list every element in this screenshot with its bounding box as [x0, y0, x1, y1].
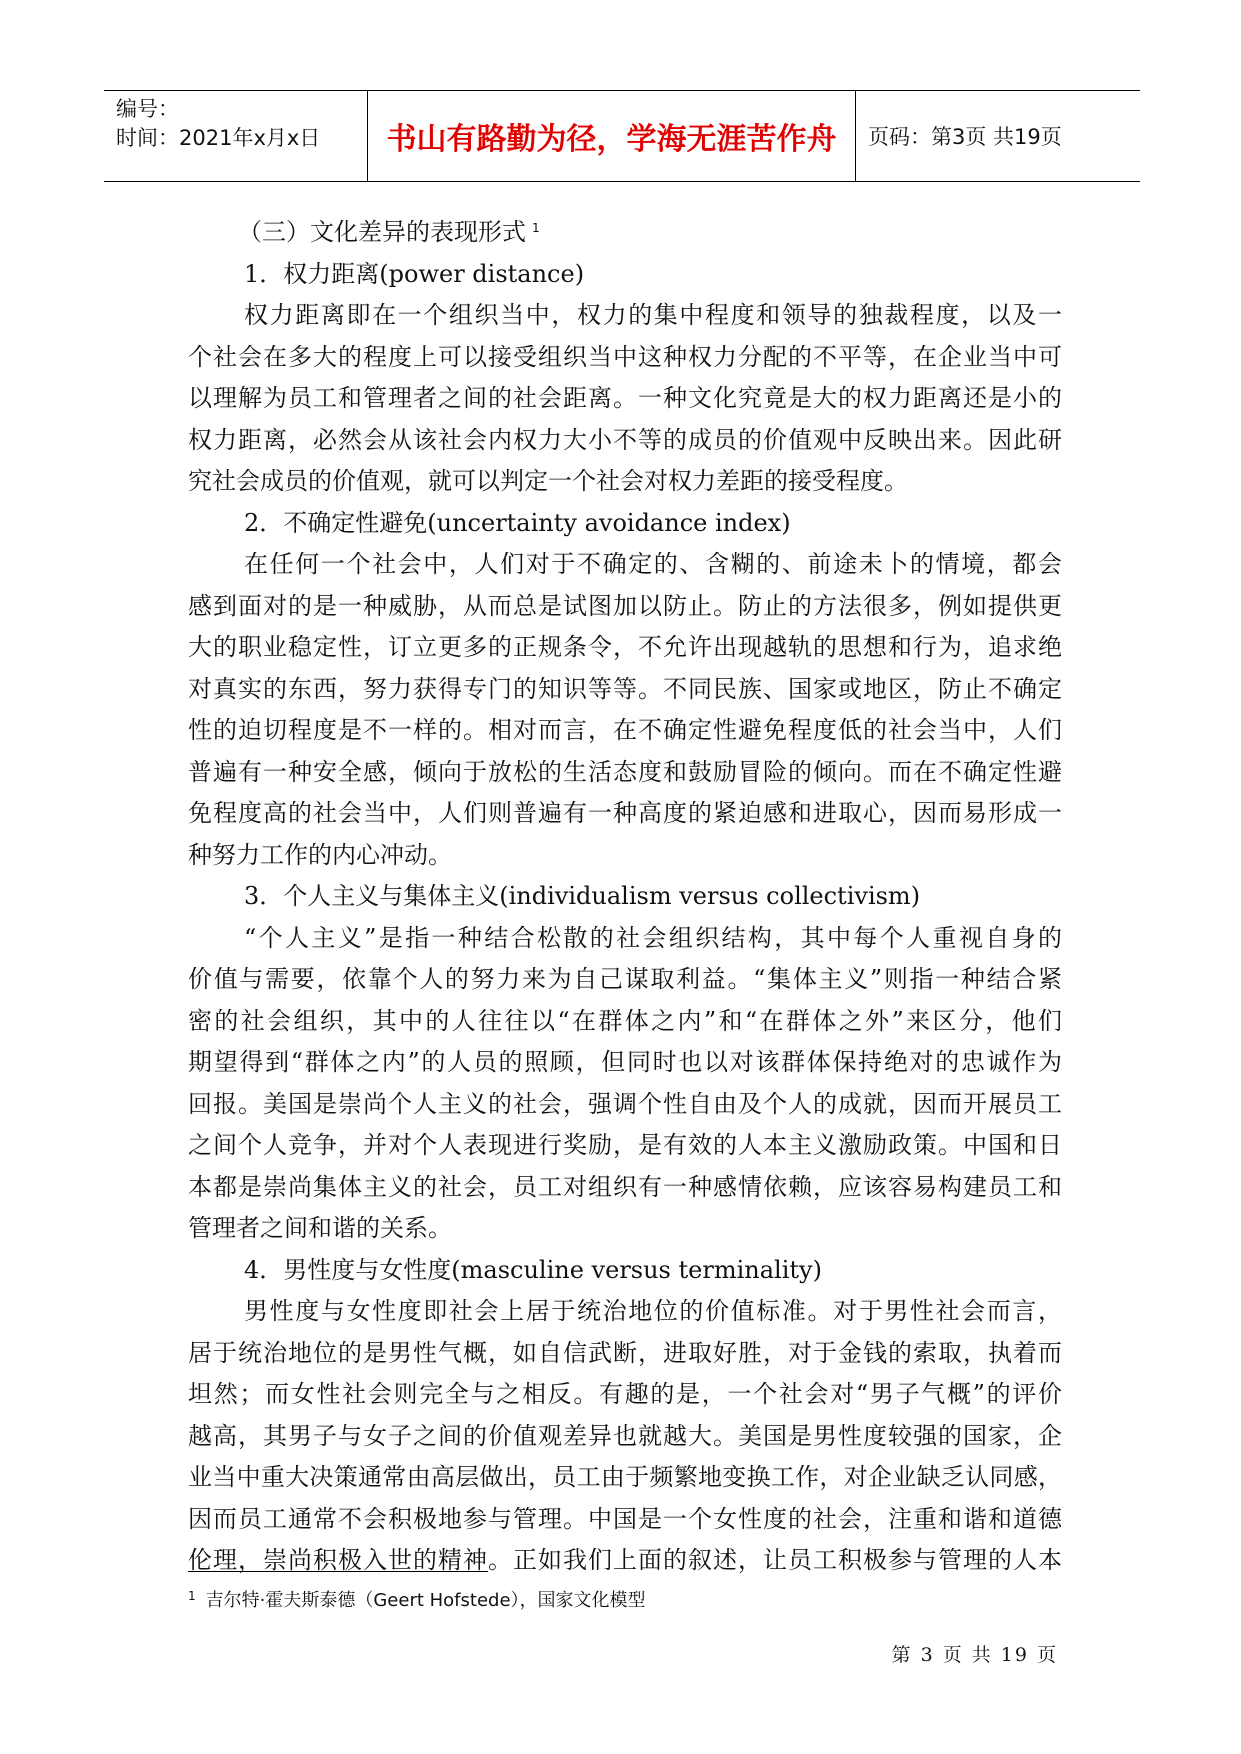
document-time-label: 时间：2021年x月x日: [116, 126, 321, 150]
footnote-divider: [188, 1571, 488, 1572]
paragraph-line: 普遍有一种安全感，倾向于放松的生活态度和鼓励冒险的倾向。而在不确定性避: [188, 757, 1062, 786]
paragraph-line: 居于统治地位的是男性气概，如自信武断，进取好胜，对于金钱的索取，执着而: [188, 1338, 1062, 1367]
footnote-reference: 1: [532, 221, 540, 235]
paragraph-line: 感到面对的是一种威胁，从而总是试图加以防止。防止的方法很多，例如提供更: [188, 591, 1062, 620]
paragraph-line: 因而员工通常不会积极地参与管理。中国是一个女性度的社会，注重和谐和道德: [188, 1504, 1062, 1533]
paragraph-line: 个社会在多大的程度上可以接受组织当中这种权力分配的不平等，在企业当中可: [188, 342, 1062, 371]
paragraph-line: 男性度与女性度即社会上居于统治地位的价值标准。对于男性社会而言，: [244, 1297, 1062, 1325]
paragraph-line: 越高，其男子与女子之间的价值观差异也就越大。美国是男性度较强的国家，企: [188, 1421, 1062, 1450]
paragraph-line: 业当中重大决策通常由高层做出，员工由于频繁地变换工作，对企业缺乏认同感，: [188, 1463, 1062, 1491]
section-heading: （三）文化差异的表现形式 $^1$: [238, 218, 540, 246]
paragraph-line: 之间个人竞争，并对个人表现进行奖励，是有效的人本主义激励政策。中国和日: [188, 1131, 1062, 1159]
paragraph-line: 以理解为员工和管理者之间的社会距离。一种文化究竟是大的权力距离还是小的: [188, 384, 1062, 412]
paragraph-line: 权力距离即在一个组织当中，权力的集中程度和领导的独裁程度，以及一: [244, 301, 1062, 329]
subsection-title: 4．男性度与女性度(masculine versus terminality): [244, 1255, 822, 1284]
page-header: [104, 90, 1140, 182]
paragraph-line: 大的职业稳定性，订立更多的正规条令，不允许出现越轨的思想和行为，追求绝: [188, 633, 1062, 661]
paragraph-line: 究社会成员的价值观，就可以判定一个社会对权力差距的接受程度。: [188, 467, 908, 495]
paragraph-line: 坦然；而女性社会则完全与之相反。有趣的是，一个社会对“男子气概”的评价: [188, 1380, 1062, 1408]
header-page-number: 页码：第3页 共19页: [868, 125, 1062, 149]
page-footer-number: 第 3 页 共 19 页: [891, 1644, 1058, 1666]
paragraph-line: 种努力工作的内心冲动。: [188, 840, 452, 869]
document-body: [188, 208, 1062, 1582]
subsection-title: 1．权力距离(power distance): [244, 259, 585, 288]
document-number-label: 编号：: [116, 97, 179, 121]
paragraph-line: 本都是崇尚集体主义的社会，员工对组织有一种感情依赖，应该容易构建员工和: [188, 1172, 1062, 1201]
paragraph-line: 免程度高的社会当中，人们则普遍有一种高度的紧迫感和进取心，因而易形成一: [188, 799, 1062, 827]
header-meta: [104, 91, 368, 181]
paragraph-line: 期望得到“群体之内”的人员的照顾，但同时也以对该群体保持绝对的忠诚作为: [188, 1048, 1062, 1076]
paragraph-line: 管理者之间和谐的关系。: [188, 1214, 452, 1242]
paragraph-line: 性的迫切程度是不一样的。相对而言，在不确定性避免程度低的社会当中，人们: [188, 716, 1062, 744]
footnote: [188, 1584, 646, 1613]
subsection-title: 2．不确定性避免(uncertainty avoidance index): [244, 508, 791, 537]
subsection-title: 3．个人主义与集体主义(individualism versus collectivism): [244, 882, 921, 910]
paragraph-line: 回报。美国是崇尚个人主义的社会，强调个性自由及个人的成就，因而开展员工: [188, 1089, 1062, 1118]
paragraph-line: 权力距离，必然会从该社会内权力大小不等的成员的价值观中反映出来。因此研: [188, 425, 1062, 454]
footnote-text: 吉尔特·霍夫斯泰德（Geert Hofstede），国家文化模型: [205, 1590, 646, 1611]
header-motto: 书山有路勤为径，学海无涯苦作舟: [368, 91, 856, 181]
paragraph-line: 密的社会组织，其中的人往往以“在群体之内”和“在群体之外”来区分，他们: [188, 1006, 1062, 1035]
paragraph-line: 在任何一个社会中，人们对于不确定的、含糊的、前途未卜的情境，都会: [244, 550, 1062, 578]
paragraph-line: 伦理，崇尚积极入世的精神。正如我们上面的叙述，让员工积极参与管理的人本: [188, 1546, 1062, 1574]
footnote-number: 1: [188, 1589, 196, 1603]
paragraph-line: 价值与需要，依靠个人的努力来为自己谋取利益。“集体主义”则指一种结合紧: [188, 965, 1062, 993]
paragraph-line: “个人主义”是指一种结合松散的社会组织结构，其中每个人重视自身的: [244, 923, 1062, 952]
paragraph-line: 对真实的东西，努力获得专门的知识等等。不同民族、国家或地区，防止不确定: [188, 674, 1062, 703]
